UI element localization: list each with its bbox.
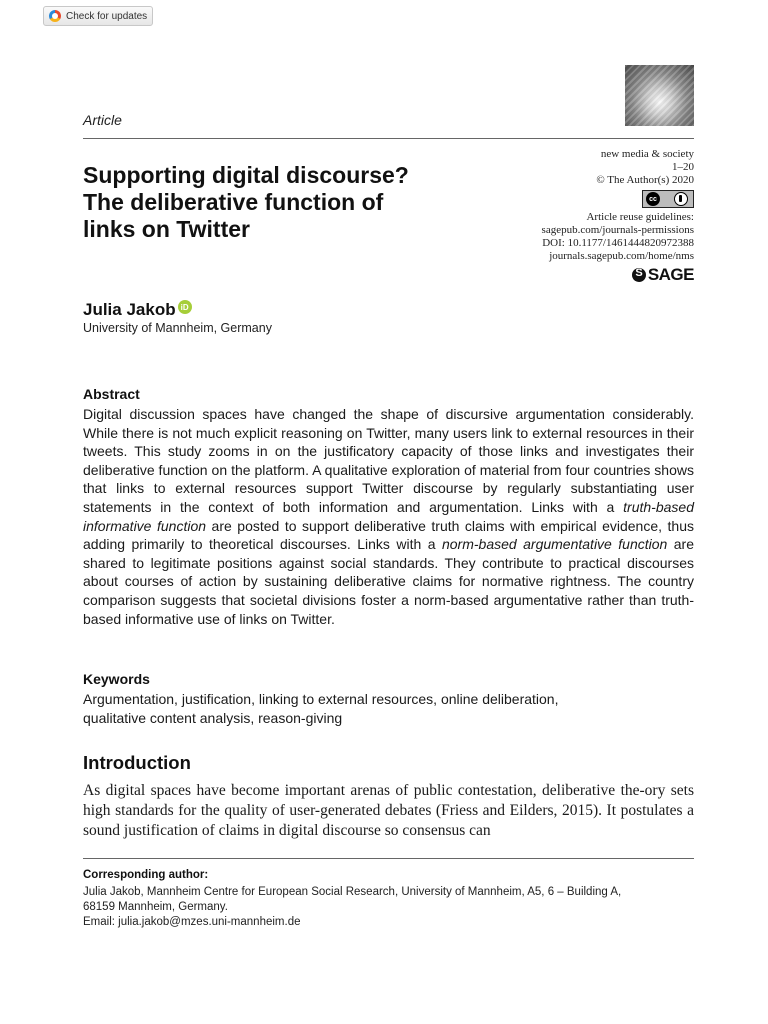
sage-logo-icon [632,268,646,282]
orcid-icon[interactable]: iD [178,300,192,314]
corresponding-author-heading: Corresponding author: [83,869,209,881]
abstract-emphasis: norm-based argumentative function [441,536,668,553]
reuse-link[interactable]: sagepub.com/journals-permissions [541,224,694,236]
keywords-heading: Keywords [83,671,150,687]
footnote-line: 68159 Mannheim, Germany. [83,901,228,913]
keywords-line: Argumentation, justification, linking to external resources, online deliberation, [83,691,559,707]
publisher-name: SAGE [647,265,694,284]
author-name [83,300,192,320]
introduction-heading: Introduction [83,752,191,773]
crossmark-icon [49,10,61,22]
cc-icon: cc [646,192,660,206]
header-divider [83,138,694,139]
abstract-text-part: Digital discussion spaces have changed the shape of discursive argumentation considerably. While there is not much explicit reasoning on Twitter, many users link to external resources in their tweets. This study zooms in on the justificatory capacity of those links and investigates their deliberative function on the platform. A qualitative exploration of material from four countries shows that links to external resources support Twitter discourse by regularly substantiating user statements in the context of both information and argumentation. Links with a [83,406,694,515]
attribution-icon [674,192,688,206]
journal-name: new media & society [600,148,694,160]
page-range: 1–20 [672,161,694,173]
journal-cover-image [625,65,694,126]
keywords-line: qualitative content analysis, reason-giving [83,709,343,726]
author-affiliation: University of Mannheim, Germany [83,321,272,335]
keywords-list [83,690,694,727]
publisher-logo [632,265,694,285]
title-line: The deliberative function of [83,189,384,215]
reuse-label: Article reuse guidelines: [586,211,694,223]
cc-license-badge [642,190,694,208]
abstract-emphasis: truth-based informative function [83,498,694,534]
abstract-text [83,405,694,628]
corresponding-author-details [83,885,694,930]
title-line: links on Twitter [83,216,250,242]
introduction-text: As digital spaces have become important arenas of public contestation, deliberative the-ory sets high standards for the quality of user-generated debates (Friess and Eilders, 2015). It postulates a sound justification of claims in digital discourse so consensus can [83,782,694,839]
footnote-line: Julia Jakob, Mannheim Centre for European Social Research, University of Mannheim, A5, 6 – Building A, [83,886,622,898]
journal-meta [464,148,694,187]
abstract-heading: Abstract [83,386,140,402]
abstract-text-part: are shared to legitimate positions against social standards. They contribute to practical discourses about courses of action by sustaining deliberative claims for normative rightness. The country comparison suggests that societal divisions foster a norm-based argumentative rather than truth-based informative use of links on Twitter. [83,536,695,627]
article-title [83,162,483,243]
article-type-label: Article [83,112,122,128]
check-for-updates-button[interactable] [43,6,153,26]
journal-link[interactable]: journals.sagepub.com/home/nms [549,250,694,262]
copyright: © The Author(s) 2020 [596,174,694,186]
doi[interactable]: DOI: 10.1177/1461444820972388 [542,237,694,249]
abstract-text-part: are posted to support deliberative truth claims with empirical evidence, thus adding primarily to theoretical discourses. Links with a [83,517,694,553]
footnote-divider [83,858,694,859]
author-name-text: Julia Jakob [83,300,176,319]
check-for-updates-label: Check for updates [66,10,148,22]
author-email[interactable]: Email: julia.jakob@mzes.uni-mannheim.de [83,916,301,928]
title-line: Supporting digital discourse? [83,162,409,188]
